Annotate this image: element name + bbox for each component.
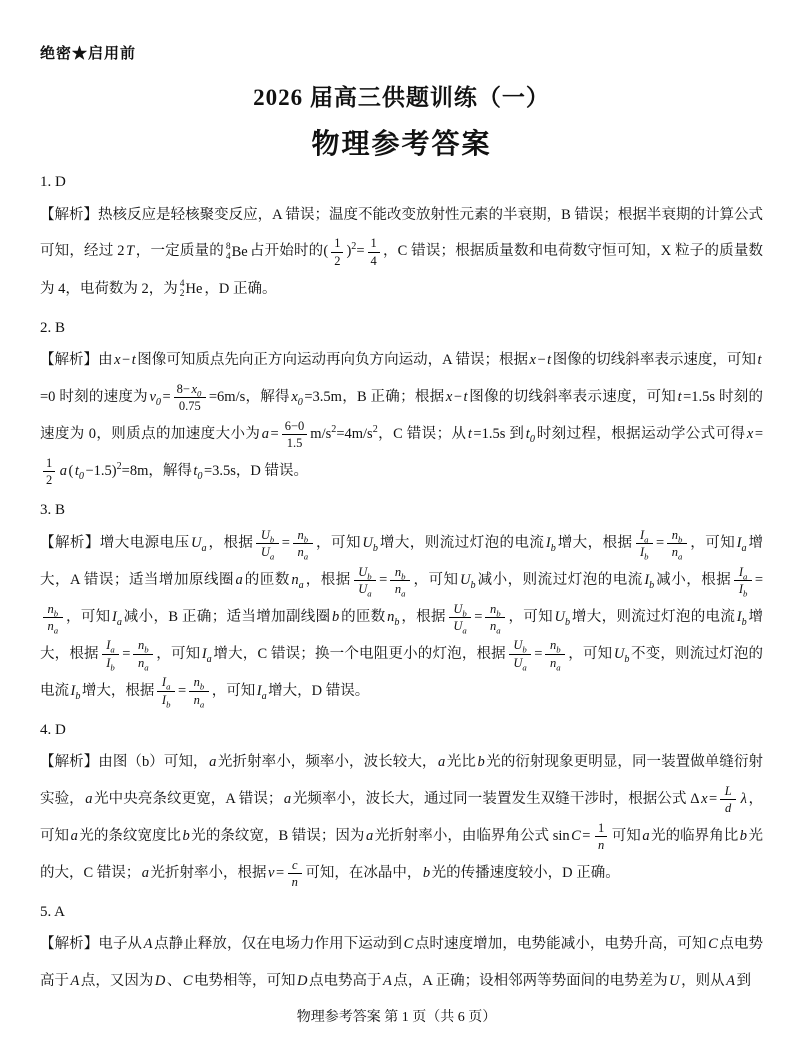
question-4-analysis: 【解析】由图（b）可知， a 光折射率小，频率小，波长较大， a 光比 b 光的衍射现象更明显，同一装置做单缝衍射实验， a 光中央亮条纹更宽，A 错误； a 光频率小，波长大，通过同一装置发生双缝干涉时，根据公式 Δ x = $\frac{L}{d}$ λ ，可知 a 光的条纹宽度比 b 光的条纹宽，B 错误；因为 a 光折射率小，由临界角公式 sin C = $\frac{1}{n}$ 可知 a 光的临界角比 b 光的大，C 错误； a 光折射率小，根据 v = $\frac{c}{n}$ 可知，在冰晶中， b 光的传播速度较小，D 正确。: [40, 754, 764, 890]
fraction: $\frac{n_b}{n_a}$: [390, 564, 410, 598]
classification-label: 绝密★启用前: [40, 46, 137, 62]
question-3-analysis: 【解析】增大电源电压 $U_a$ ，根据 $\frac{U_b}{U_a}$ = $\frac{n_b}{n_a}$ ，可知 $U_b$ 增大，则流过灯泡的电流 $I_b$ 增大，根据 $\frac{I_a}{I_b}$ = $\frac{n_b}{n_a}$ ，可知 $I_a$ 增大，A 错误；适当增加原线圈 a 的匝数 $n_a$ ，根据 $\frac{U_b}{U_a}$ = $\frac{n_b}{n_a}$ ，可知 $U_b$ 减小，则流过灯泡的电流 $I_b$ 减小，根据 $\frac{I_a}{I_b}$ = $\frac{n_b}{n_a}$ ，可知 $I_a$ 减小，B 正确；适当增加副线圈 b 的匝数 $n_b$ ，根据 $\frac{U_b}{U_a}$ = $\frac{n_b}{n_a}$ ，可知 $U_b$ 增大，则流过灯泡的电流 $I_b$ 增大，根据 $\frac{I_a}{I_b}$ = $\frac{n_b}{n_a}$ ，可知 $I_a$ 增大，C 错误；换一个电阻更小的灯泡，根据 $\frac{U_b}{U_a}$ = $\frac{n_b}{n_a}$ ，可知 $U_b$ 不变，则流过灯泡的电流 $I_b$ 增大，根据 $\frac{I_a}{I_b}$ = $\frac{n_b}{n_a}$ ，可知 $I_a$ 增大，D 错误。: [40, 527, 764, 710]
question-5: [40, 898, 763, 1000]
fraction: $\frac{n_b}{n_a}$: [545, 637, 565, 671]
question-5-answer: 5. A: [40, 903, 66, 920]
document-subtitle: 物理参考答案: [311, 129, 492, 160]
fraction: $\frac{8- x_0}{0.75}$: [174, 381, 206, 415]
fraction: $\frac{n_b}{n_a}$: [133, 637, 153, 671]
fraction: $\frac{n_b}{n_a}$: [485, 601, 505, 635]
question-1-answer: 1. D: [40, 174, 66, 190]
fraction: $\frac{I_a}{I_b}$: [636, 527, 654, 561]
question-2-answer: 2. B: [40, 319, 66, 336]
question-5-analysis: 【解析】电子从 A 点静止释放，仅在电场力作用下运动到 C 点时速度增加，电势能减小，电势升高，可知 C 点电势高于 A 点，又因为 D 、 C 电势相等，可知 D 点电势高于 A 点，A 正确；设相邻两等势面间的电势差为 U ，则从 A 到: [40, 936, 764, 990]
fraction: $\frac{c}{n}$: [287, 857, 302, 891]
fraction: $\frac{n_b}{n_a}$: [189, 674, 209, 708]
fraction: $\frac{1}{2}$: [43, 455, 55, 489]
page-footer: 物理参考答案 第 1 页（共 6 页）: [296, 1010, 497, 1025]
question-3: [40, 496, 763, 709]
fraction: $\frac{n_b}{n_a}$: [667, 527, 687, 561]
fraction: $\frac{n_b}{n_a}$: [293, 527, 313, 561]
question-3-answer: 3. B: [40, 502, 66, 519]
question-1: [40, 168, 763, 308]
document-title: 2026 届高三供题训练（一）: [253, 85, 550, 110]
fraction: $\frac{6-0}{1.5}$: [282, 418, 308, 452]
question-1-analysis: 【解析】热核反应是轻核聚变反应，A 错误；温度不能改变放射性元素的半衰期，B 错误；根据半衰期的计算公式可知，经过 2 T ，一定质量的 8 4 Be 占开始时的( $\frac{1}{2}$ )$^2$= $\frac{1}{4}$ ，C 错误；根据质量数和电荷数守恒可知，X 粒子的质量数为 4，电荷数为 2，为 4 2 He ，D 正确。: [40, 197, 763, 308]
fraction: $\frac{U_b}{U_a}$: [509, 637, 531, 671]
fraction: $\frac{I_a}{I_b}$: [102, 637, 120, 671]
fraction: $\frac{U_b}{U_a}$: [256, 527, 278, 561]
fraction: $\frac{I_a}{I_b}$: [157, 674, 175, 708]
fraction: $\frac{n_b}{n_a}$: [43, 601, 63, 635]
fraction: $\frac{U_b}{U_a}$: [354, 564, 376, 598]
question-4-answer: 4. D: [40, 721, 66, 738]
nuclide-symbol: 4 2 He: [179, 278, 203, 300]
fraction: $\frac{L}{d}$: [720, 783, 736, 817]
answers-body: [40, 168, 763, 1000]
question-2-analysis: 【解析】由 x − t 图像可知质点先向正方向运动再向负方向运动，A 错误；根据 x − t 图像的切线斜率表示速度，可知 t=0 时刻的速度为 $v_0$ = $\frac{8- x_0}{0.75}$ =6m/s，解得 $x_0 =3.5m$，B 正确；根据 x − t 图像的切线斜率表示速度，可知 t =1.5s 时刻的速度为 0，则质点的加速度大小为 a = $\frac{6-0}{1.5}$ $m/s^2=4m/s^2$，C 错误；从 t =1.5s 到 $t_0$ 时刻过程，根据运动学公式可得 x = $\frac{1}{2}$ a ( $t_0 -1.5)^2=8m$，解得 $t_0 =3.5s$，D 错误。: [40, 352, 764, 488]
fraction: $\frac{U_b}{U_a}$: [449, 601, 471, 635]
question-2: [40, 314, 763, 490]
fraction: $\frac{1}{2}$: [331, 235, 343, 269]
nuclide-symbol: 8 4 Be: [225, 241, 248, 263]
fraction: $\frac{1}{4}$: [368, 235, 380, 269]
question-4: [40, 716, 763, 892]
fraction: $\frac{I_a}{I_b}$: [734, 564, 752, 598]
fraction: $\frac{1}{n}$: [593, 820, 608, 854]
